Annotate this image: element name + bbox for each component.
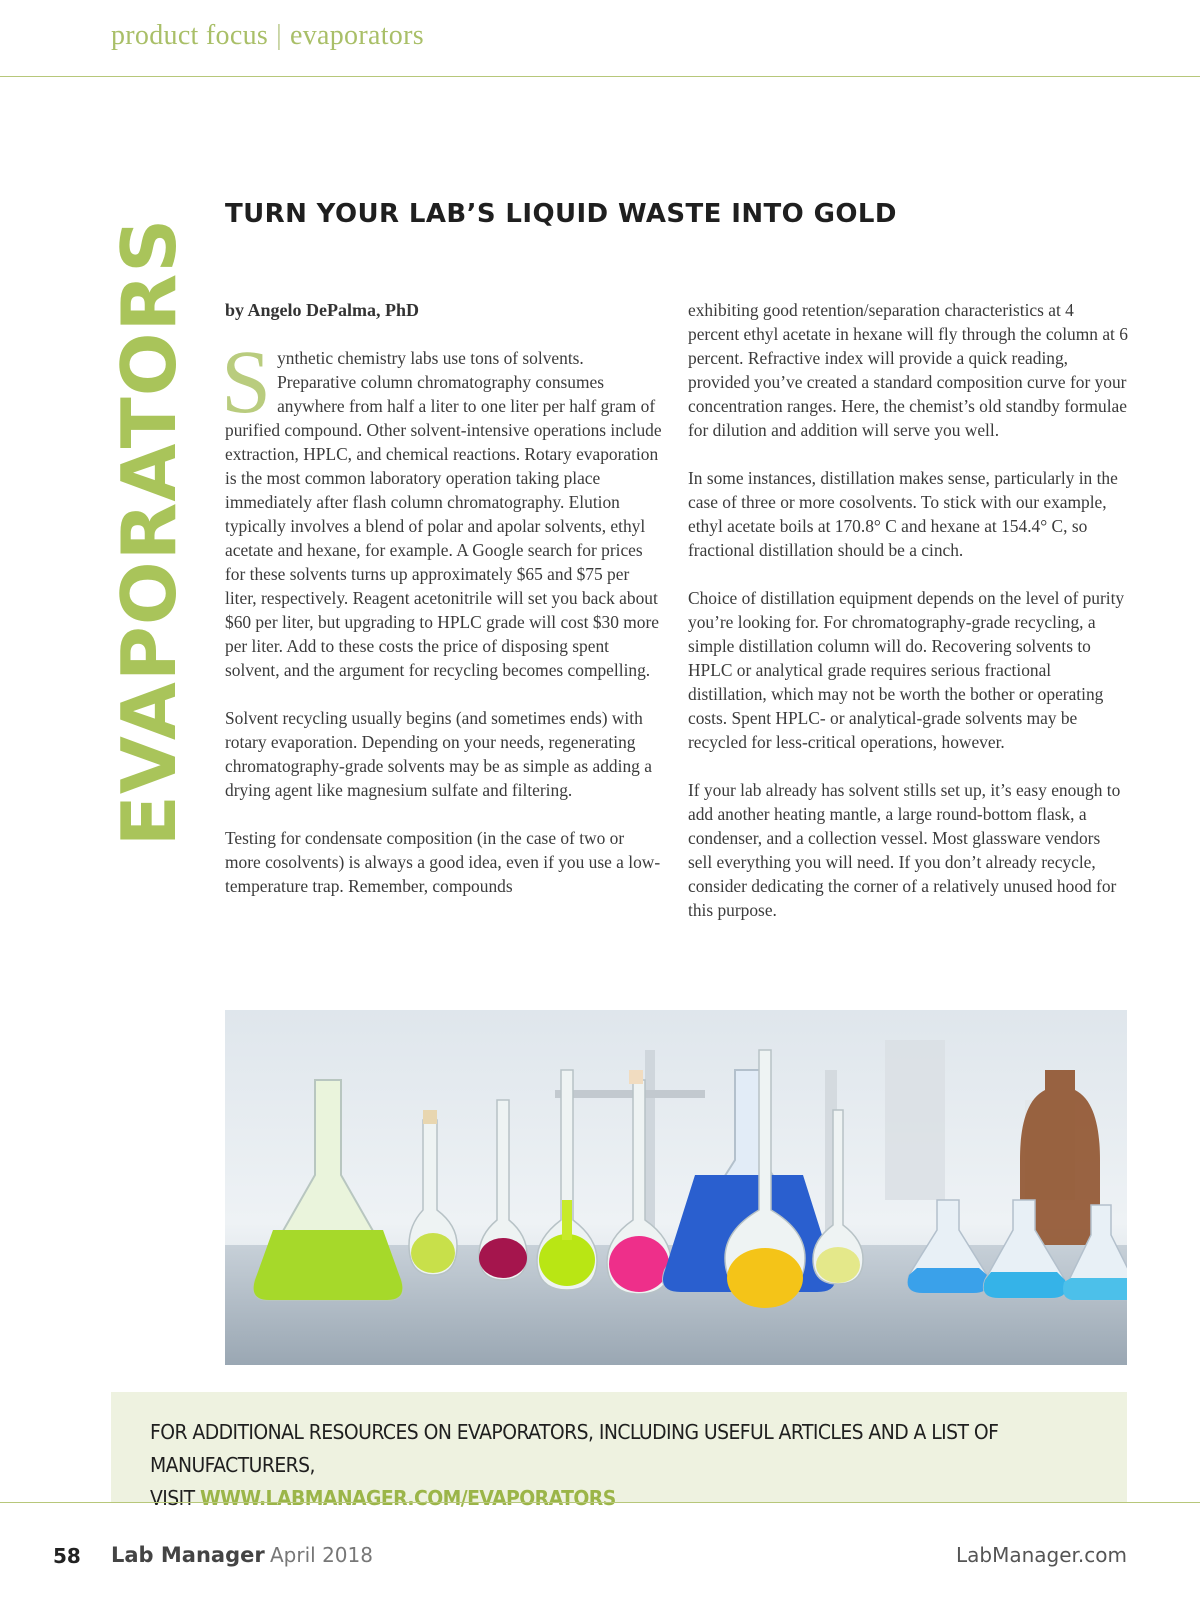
header-separator: | — [276, 20, 282, 51]
article-paragraph: exhibiting good retention/separation characteristics at 4 percent ethyl acetate in hexane will fly through the column at 6 percent. Refractive index will provide a quick reading, provided you’ve created a standard composition curve for your concentration ranges. Here, the chemist’s old standby formulae for dilution and addition will serve you well. — [688, 300, 1128, 440]
website-url[interactable]: LabManager.com — [956, 1543, 1127, 1567]
header-topic-label: evaporators — [290, 20, 424, 51]
header-section-label: product focus — [111, 20, 269, 51]
article-paragraph — [221, 333, 663, 682]
article-paragraph: Choice of distillation equipment depends on the level of purity you’re looking for. For chromatography-grade recycling, a simple distillation column will do. Recovering solvents to HPLC or analytical grade requires serious fractional distillation, which may not be worth the bother or operating costs. Spent HPLC- or analytical-grade solvents may be recycled for less-critical operations, however. — [688, 588, 1125, 752]
issue-date: April 2018 — [270, 1543, 373, 1567]
magazine-name: Lab Manager — [111, 1543, 265, 1567]
article-byline: by Angelo DePalma, PhD — [225, 300, 420, 320]
page-header — [0, 0, 1200, 77]
article-paragraph: Testing for condensate composition (in the case of two or more cosolvents) is always a good idea, even if you use a low-temperature trap. Remember, compounds — [225, 828, 661, 896]
vertical-section-label: EVAPORATORS — [105, 217, 193, 847]
article-paragraph: If your lab already has solvent stills set up, it’s easy enough to add another heating mantle, a large round-bottom flask, a condenser, and a collection vessel. Most glassware vendors sell everything you will need. If you don’t already recycle, consider dedicating the corner of a relatively unused hood for this purpose. — [688, 780, 1121, 920]
paragraph-text: ynthetic chemistry labs use tons of solvents. Preparative column chromatography consumes anywhere from half a liter to one liter per half gram of purified compound. Other solvent-intensive operations include extraction, HPLC, and chemical reactions. Rotary evaporation is the most common laboratory operation taking place immediately after flash column chromatography. Elution typically involves a blend of polar and apolar solvents, ethyl acetate and hexane, for example. A Google search for prices for these solvents turns up approximately $65 and $75 per liter, respectively. Reagent acetonitrile will set you back about $60 per liter, but upgrading to HPLC grade will cost $30 more per liter. Add to these costs the price of disposing spent solvent, and the argument for recycling becomes compelling. — [225, 348, 662, 680]
header-section-title — [111, 20, 424, 52]
resources-visit-label: VISIT — [150, 1486, 195, 1510]
article-paragraph: Solvent recycling usually begins (and sometimes ends) with rotary evaporation. Depending on your needs, regenerating chromatography-grade solvents may be as simple as adding a drying agent like magnesium sulfate and filtering. — [225, 708, 652, 800]
page-number: 58 — [53, 1544, 81, 1568]
resources-message: FOR ADDITIONAL RESOURCES ON EVAPORATORS, INCLUDING USEFUL ARTICLES AND A LIST OF MANUFACTURERS, — [150, 1420, 999, 1477]
drop-cap: S — [221, 333, 272, 432]
footer-divider — [0, 1502, 1200, 1503]
lab-glassware-illustration — [225, 1010, 1127, 1365]
article-headline: TURN YOUR LAB’S LIQUID WASTE INTO GOLD — [225, 199, 897, 229]
article-paragraph: In some instances, distillation makes sense, particularly in the case of three or more cosolvents. To stick with our example, ethyl acetate boils at 170.8° C and hexane at 154.4° C, so fractional distillation should be a cinch. — [688, 468, 1118, 560]
article-column-right — [688, 298, 1128, 946]
lab-glassware-photo — [225, 1010, 1127, 1365]
resources-link[interactable]: WWW.LABMANAGER.COM/EVAPORATORS — [199, 1486, 616, 1510]
resources-callout-box — [111, 1392, 1127, 1510]
article-column-left — [221, 298, 663, 922]
resources-text — [150, 1416, 1052, 1515]
